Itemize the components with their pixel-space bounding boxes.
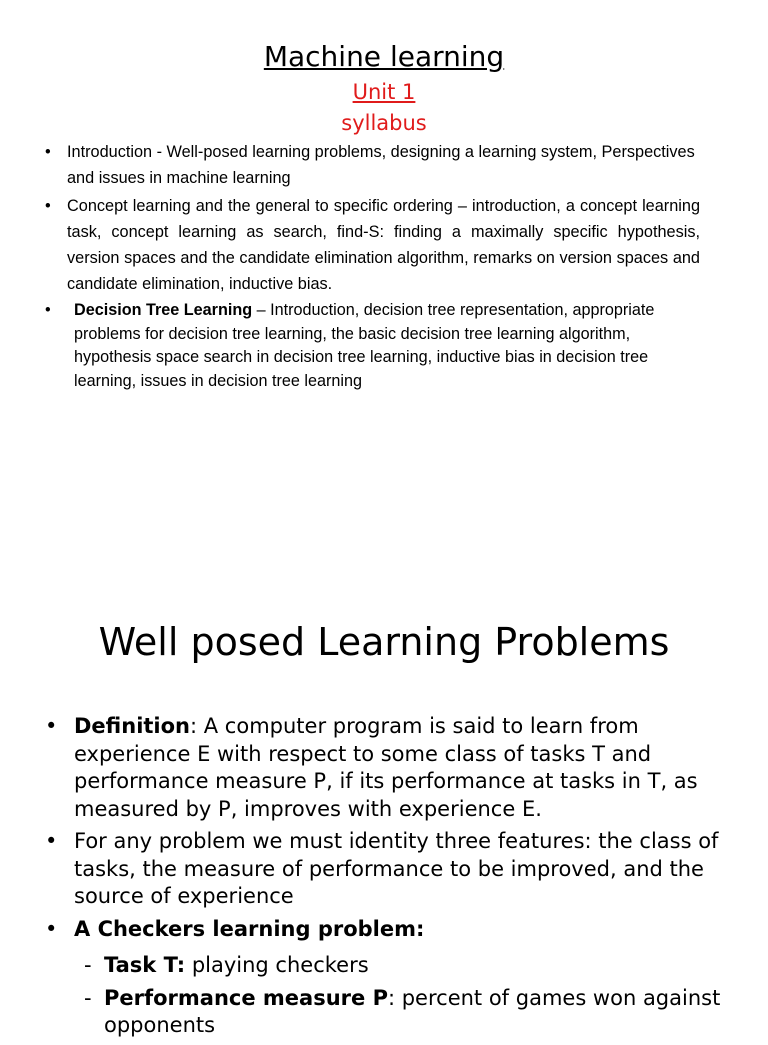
bullet-text: Concept learning and the general to specific ordering – introduction, a concept learning task, concept learning as search, find-S: finding a maximally specific hypothesis, version spaces and the candidate elimination algorithm, remarks on version spaces and candidate elimination, inductive bias. <box>67 197 700 293</box>
list-item <box>0 916 768 944</box>
definition-heading: Definition <box>74 714 191 738</box>
dash-marker: - <box>84 953 92 977</box>
checkers-heading: A Checkers learning problem: <box>74 916 425 941</box>
task-label: Task T: <box>104 953 186 977</box>
performance-text: : percent of games won against opponents <box>104 985 721 1037</box>
list-item <box>0 713 768 823</box>
list-item <box>0 139 768 191</box>
slide-title: Machine learning <box>263 40 505 73</box>
syllabus-bullet-list <box>0 139 768 395</box>
bullet-text: For any problem we must identity three features: the class of tasks, the measure of performance to be improved, and the source of experience <box>74 829 719 908</box>
dash-marker: - <box>84 985 92 1010</box>
bullet-icon: • <box>45 916 58 941</box>
bullet-icon: • <box>45 829 58 853</box>
bullet-icon: • <box>45 143 51 161</box>
performance-label: Performance measure P <box>104 985 388 1010</box>
list-item <box>0 299 768 393</box>
list-item <box>0 193 768 297</box>
list-item <box>0 828 768 911</box>
syllabus-label: syllabus <box>341 111 427 135</box>
checkers-sub-list <box>0 952 768 1045</box>
slide-title: Well posed Learning Problems <box>98 620 670 664</box>
list-item <box>0 985 768 1040</box>
list-item <box>0 952 768 980</box>
definition-bullet-list <box>0 713 768 948</box>
bullet-heading: Decision Tree Learning <box>74 301 253 319</box>
bullet-icon: • <box>45 714 58 738</box>
definition-text: : A computer program is said to learn from experience E with respect to some class of tasks T and performance measure P, if its performance at tasks in T, as measured by P, improves with experience E. <box>74 714 698 821</box>
task-text: playing checkers <box>185 953 369 977</box>
bullet-text: Introduction - Well-posed learning problems, designing a learning system, Perspectives and issues in machine learning <box>67 143 695 187</box>
bullet-text: – Introduction, decision tree representation, appropriate problems for decision tree learning, the basic decision tree learning algorithm, hypothesis space search in decision tree learning, inductive bias in decision tree learning, issues in decision tree learning <box>74 301 655 390</box>
unit-label: Unit 1 <box>352 80 416 104</box>
slide-well-posed-problems <box>0 560 768 1037</box>
bullet-icon: • <box>45 197 51 215</box>
bullet-icon: • <box>45 301 51 319</box>
